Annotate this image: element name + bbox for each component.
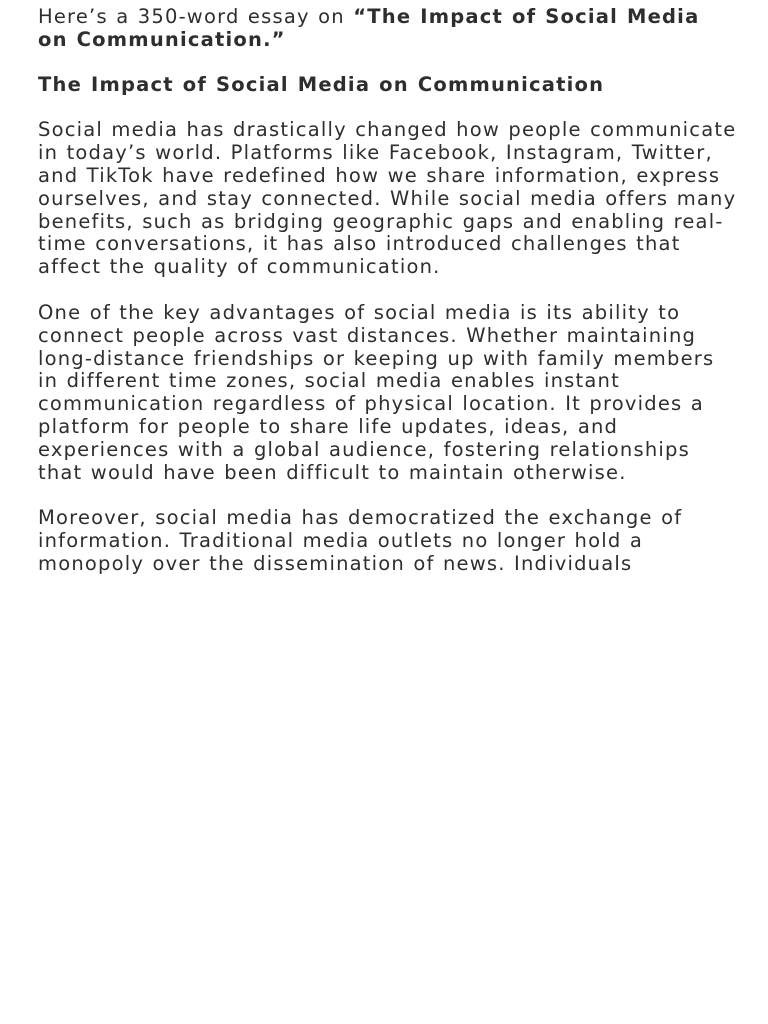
paragraph-3: Moreover, social media has democratized the exchange of information. Traditional media outlets no longer hold a monopoly over the dissemination of news. Individuals — [38, 506, 683, 575]
essay-title: The Impact of Social Media on Communication — [38, 72, 605, 96]
intro-line — [38, 6, 738, 52]
document-page — [38, 6, 738, 599]
intro-essay-title: “The Impact of Social Media on Communication.” — [38, 5, 700, 51]
paragraph-1: Social media has drastically changed how people communicate in today’s world. Platforms like Facebook, Instagram, Twitter, and TikTok have redefined how we share information, express ourselves, and stay connected. While social media offers many benefits, such as bridging geographic gaps and enabling real-time conversations, it has also introduced challenges that affect the quality of communication. — [38, 118, 737, 279]
paragraph-2: One of the key advantages of social media is its ability to connect people across vast distances. Whether maintaining long-distance friendships or keeping up with family members in different time zones, social media enables instant communication regardless of physical location. It provides a platform for people to share life updates, ideas, and experiences with a global audience, fostering relationships that would have been difficult to maintain otherwise. — [38, 300, 715, 484]
intro-prefix: Here’s a 350-word essay on — [38, 5, 354, 28]
